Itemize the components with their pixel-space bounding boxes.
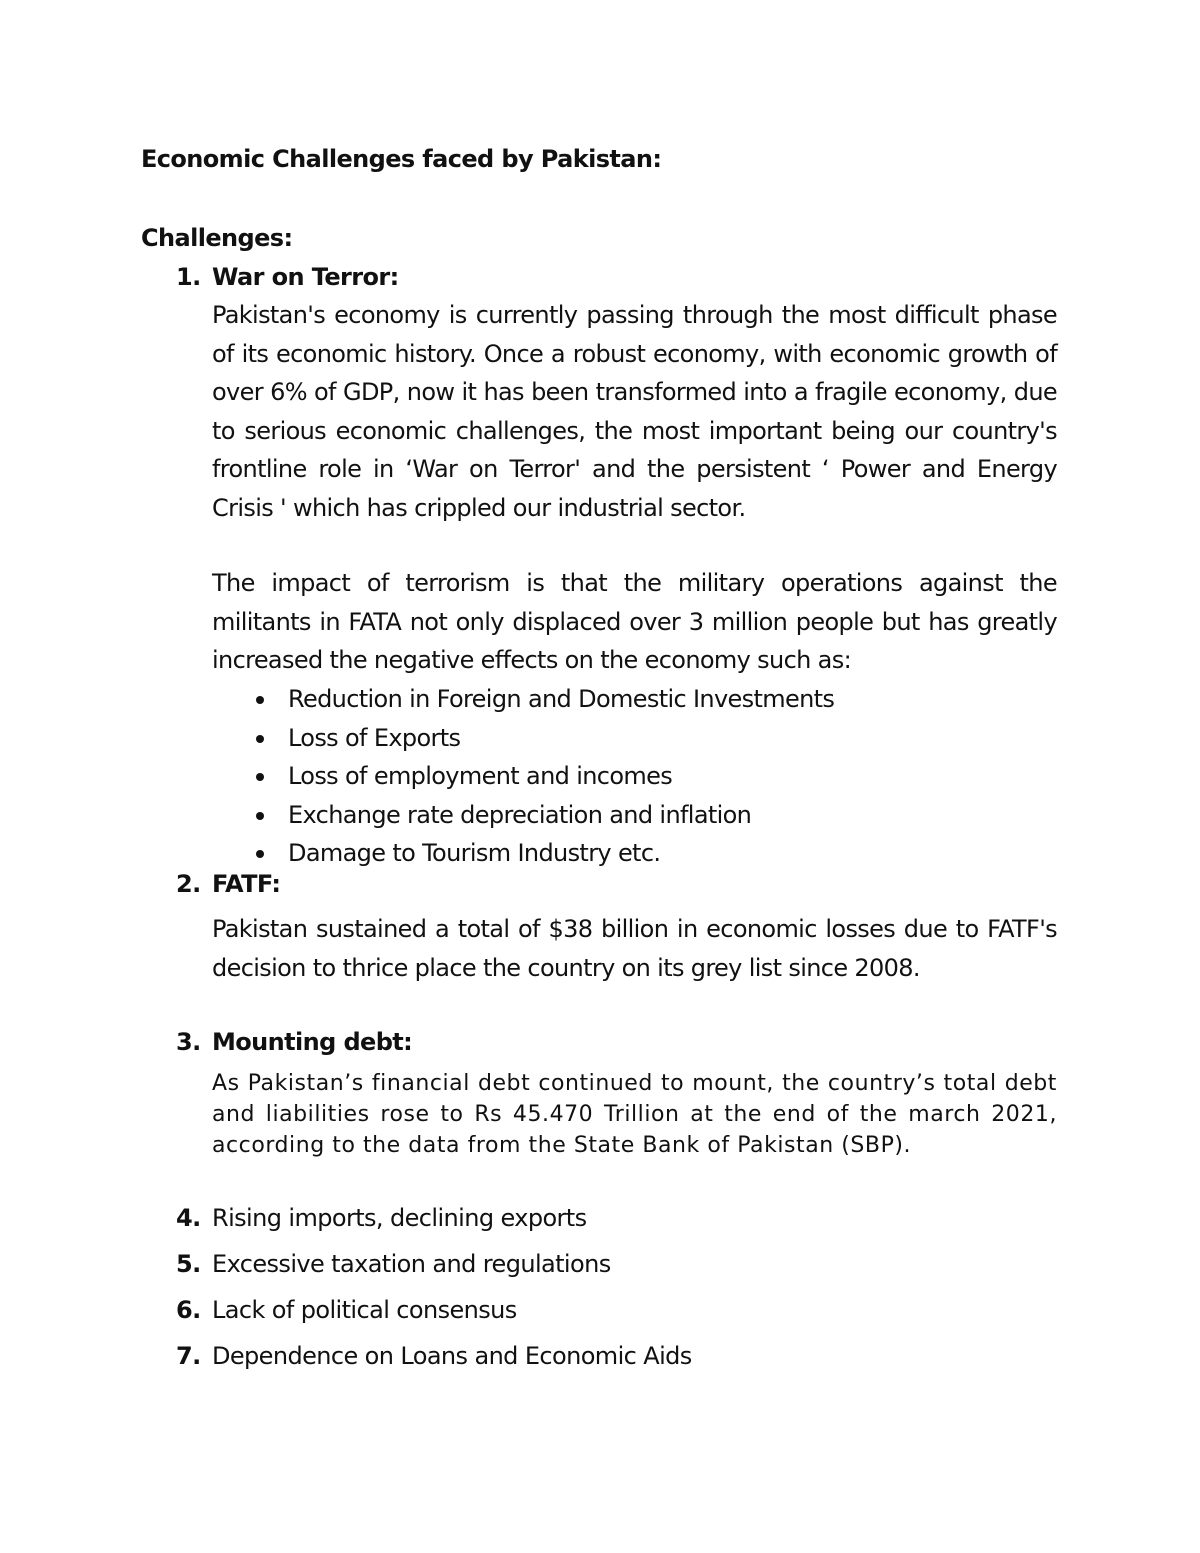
list-number: 2.: [176, 870, 201, 898]
list-number: 3.: [176, 1028, 201, 1056]
list-item-fatf: [176, 870, 280, 898]
bullet-item: Exchange rate depreciation and inflation: [250, 796, 834, 835]
bullet-item: Loss of Exports: [250, 719, 834, 758]
item-text: Dependence on Loans and Economic Aids: [212, 1342, 692, 1370]
list-item-war-on-terror: [176, 263, 399, 291]
item-heading: FATF:: [212, 870, 281, 898]
list-number: 1.: [176, 263, 201, 291]
list-number: 5.: [176, 1250, 201, 1278]
section-heading-challenges: Challenges:: [141, 224, 293, 252]
fatf-paragraph: Pakistan sustained a total of $38 billion in economic losses due to FATF's decision to thrice place the country on its grey list since 2008.: [212, 915, 1057, 982]
mounting-debt-paragraph: As Pakistan’s financial debt continued to mount, the country’s total debt and liabilities rose to Rs 45.470 Trillion at the end of the march 2021, according to the data from the State Bank of Pakistan (SBP).: [212, 1071, 1057, 1158]
item-heading: Mounting debt:: [212, 1028, 413, 1056]
list-number: 4.: [176, 1204, 201, 1232]
effects-bullet-list: [250, 680, 834, 873]
item-text: Excessive taxation and regulations: [212, 1250, 611, 1278]
list-item-loans-dependence: [176, 1342, 692, 1370]
item-text: Lack of political consensus: [212, 1296, 517, 1324]
list-number: 7.: [176, 1342, 201, 1370]
war-on-terror-paragraph-1: Pakistan's economy is currently passing through the most difficult phase of its economic history. Once a robust economy, with economic growth of over 6% of GDP, now it has been transformed into a fragile economy, due to serious economic challenges, the most important being our country's frontline role in ‘War on Terror' and the persistent ‘ Power and Energy Crisis ' which has crippled our industrial sector.: [212, 301, 1057, 522]
bullet-item: Reduction in Foreign and Domestic Investments: [250, 680, 834, 719]
bullet-dot-icon: [256, 696, 264, 704]
bullet-item: Damage to Tourism Industry etc.: [250, 834, 834, 873]
war-on-terror-paragraph-2: The impact of terrorism is that the military operations against the militants in FATA not only displaced over 3 million people but has greatly increased the negative effects on the economy such as:: [212, 569, 1057, 675]
list-item-mounting-debt: [176, 1028, 412, 1056]
bullet-dot-icon: [256, 812, 264, 820]
list-item-rising-imports: [176, 1204, 587, 1232]
bullet-dot-icon: [256, 735, 264, 743]
item-text: Rising imports, declining exports: [212, 1204, 587, 1232]
document-title: Economic Challenges faced by Pakistan:: [141, 145, 662, 173]
bullet-dot-icon: [256, 773, 264, 781]
bullet-dot-icon: [256, 850, 264, 858]
list-number: 6.: [176, 1296, 201, 1324]
bullet-item: Loss of employment and incomes: [250, 757, 834, 796]
list-item-political-consensus: [176, 1296, 517, 1324]
list-item-excessive-taxation: [176, 1250, 611, 1278]
item-heading: War on Terror:: [212, 263, 399, 291]
